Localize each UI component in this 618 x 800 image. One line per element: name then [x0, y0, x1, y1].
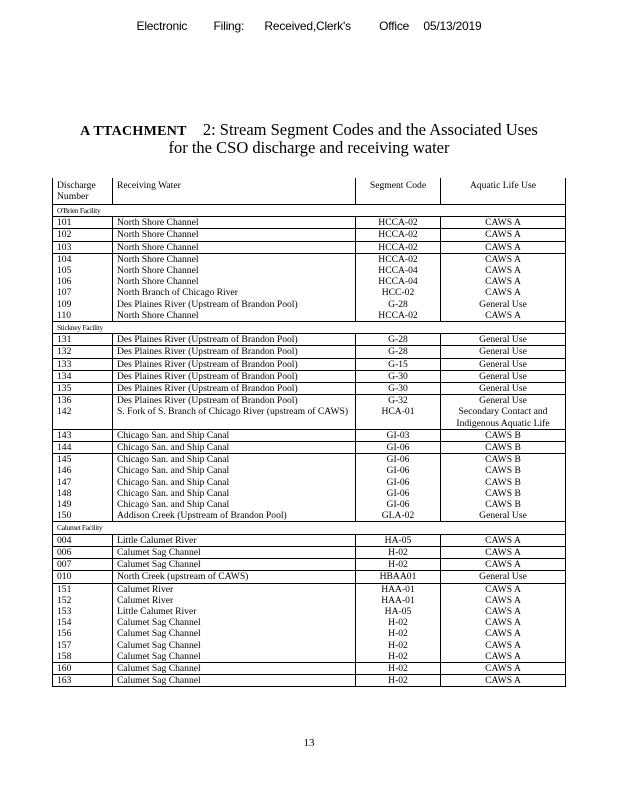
receiving-water-cell: Addison Creek (Upstream of Brandon Pool)	[113, 510, 356, 522]
discharge-number-cell: 148	[53, 488, 113, 499]
aquatic-life-use-cell: CAWS B	[441, 442, 566, 454]
segment-code-cell: G-30	[356, 383, 441, 395]
segment-code-cell: GI-06	[356, 442, 441, 454]
table-row	[53, 534, 566, 546]
receiving-water-cell: Chicago San. and Ship Canal	[113, 429, 356, 441]
discharge-number-cell: 006	[53, 546, 113, 558]
discharge-number-cell: 146	[53, 465, 113, 476]
header-word-filing: Filing:	[213, 19, 245, 33]
discharge-number-cell: 160	[53, 662, 113, 674]
attachment-label: A TTACHMENT	[80, 124, 187, 139]
table-row	[53, 546, 566, 558]
table-row	[53, 606, 566, 617]
segment-code-cell: GI-06	[356, 477, 441, 488]
table-row	[53, 571, 566, 583]
aquatic-life-use-cell: CAWS A	[441, 595, 566, 606]
table-row	[53, 358, 566, 370]
segment-code-cell: HCCA-02	[356, 310, 441, 322]
segment-code-cell: HBAA01	[356, 571, 441, 583]
aquatic-life-use-cell: CAWS A	[441, 253, 566, 265]
table-row	[53, 265, 566, 276]
segment-code-cell: GI-06	[356, 499, 441, 510]
discharge-number-cell: 134	[53, 370, 113, 382]
discharge-number-cell: 105	[53, 265, 113, 276]
receiving-water-cell: Des Plaines River (Upstream of Brandon Pool)	[113, 346, 356, 358]
receiving-water-cell: North Creek (upstream of CAWS)	[113, 571, 356, 583]
aquatic-life-use-cell: CAWS A	[441, 583, 566, 595]
receiving-water-cell: North Branch of Chicago River	[113, 287, 356, 298]
aquatic-life-use-cell: CAWS A	[441, 229, 566, 241]
segment-code-cell: HCCA-04	[356, 265, 441, 276]
segment-code-cell: G-28	[356, 346, 441, 358]
header-word-office: Office	[379, 19, 410, 33]
segment-code-cell: HAA-01	[356, 595, 441, 606]
column-header-segment-code: Segment Code	[356, 178, 441, 205]
receiving-water-cell: North Shore Channel	[113, 253, 356, 265]
table-row	[53, 465, 566, 476]
table-row	[53, 595, 566, 606]
receiving-water-cell: S. Fork of S. Branch of Chicago River (upstream of CAWS)	[113, 406, 356, 429]
table-row	[53, 287, 566, 298]
table-row	[53, 510, 566, 522]
segment-code-cell: HCCA-02	[356, 229, 441, 241]
segment-code-cell: H-02	[356, 640, 441, 651]
receiving-water-cell: Calumet Sag Channel	[113, 675, 356, 687]
segment-code-cell: HCC-02	[356, 287, 441, 298]
segment-code-cell: G-32	[356, 395, 441, 407]
table-row	[53, 617, 566, 628]
aquatic-life-use-cell: CAWS A	[441, 265, 566, 276]
aquatic-life-use-cell: General Use	[441, 334, 566, 346]
table-header-row	[53, 178, 566, 205]
segment-code-cell: HAA-01	[356, 583, 441, 595]
discharge-number-cell: 163	[53, 675, 113, 687]
attachment-title-rest: 2: Stream Segment Codes and the Associated Uses	[202, 120, 538, 139]
header-word-received: Received,Clerk's	[264, 19, 351, 33]
aquatic-life-use-cell: CAWS A	[441, 628, 566, 639]
segment-code-cell: GI-06	[356, 454, 441, 466]
electronic-filing-header	[0, 19, 618, 33]
header-line-1: Discharge	[57, 180, 96, 191]
attachment-title-line1	[0, 120, 618, 140]
table-row	[53, 442, 566, 454]
aquatic-life-use-cell: CAWS B	[441, 465, 566, 476]
table-row	[53, 253, 566, 265]
receiving-water-cell: North Shore Channel	[113, 310, 356, 322]
aquatic-life-use-cell: CAWS B	[441, 488, 566, 499]
stream-segment-table	[52, 178, 566, 687]
header-date: 05/13/2019	[423, 19, 482, 33]
aquatic-life-use-cell: CAWS A	[441, 651, 566, 663]
aquatic-life-use-cell: CAWS A	[441, 617, 566, 628]
receiving-water-cell: Des Plaines River (Upstream of Brandon Pool)	[113, 334, 356, 346]
discharge-number-cell: 010	[53, 571, 113, 583]
discharge-number-cell: 106	[53, 276, 113, 287]
table-row	[53, 370, 566, 382]
segment-code-cell: G-15	[356, 358, 441, 370]
receiving-water-cell: Des Plaines River (Upstream of Brandon Pool)	[113, 370, 356, 382]
segment-code-cell: H-02	[356, 675, 441, 687]
aquatic-life-use-cell: General Use	[441, 510, 566, 522]
table-row	[53, 477, 566, 488]
discharge-number-cell: 135	[53, 383, 113, 395]
aquatic-life-use-cell: CAWS B	[441, 499, 566, 510]
segment-code-cell: H-02	[356, 617, 441, 628]
discharge-number-cell: 143	[53, 429, 113, 441]
aquatic-life-use-cell: CAWS A	[441, 287, 566, 298]
receiving-water-cell: Des Plaines River (Upstream of Brandon Pool)	[113, 395, 356, 407]
facility-name: O'Brien Facility	[53, 205, 566, 217]
receiving-water-cell: Calumet Sag Channel	[113, 559, 356, 571]
aquatic-life-use-cell: CAWS A	[441, 559, 566, 571]
receiving-water-cell: North Shore Channel	[113, 241, 356, 253]
discharge-number-cell: 004	[53, 534, 113, 546]
discharge-number-cell: 133	[53, 358, 113, 370]
page-number: 13	[303, 737, 315, 749]
table-row	[53, 299, 566, 310]
aquatic-life-use-cell: General Use	[441, 358, 566, 370]
discharge-number-cell: 107	[53, 287, 113, 298]
segment-code-cell: G-28	[356, 299, 441, 310]
discharge-number-cell: 131	[53, 334, 113, 346]
segment-code-cell: HA-05	[356, 606, 441, 617]
receiving-water-cell: Chicago San. and Ship Canal	[113, 488, 356, 499]
discharge-number-cell: 156	[53, 628, 113, 639]
discharge-number-cell: 153	[53, 606, 113, 617]
segment-code-cell: H-02	[356, 559, 441, 571]
receiving-water-cell: North Shore Channel	[113, 217, 356, 229]
discharge-number-cell: 132	[53, 346, 113, 358]
discharge-number-cell: 151	[53, 583, 113, 595]
receiving-water-cell: Des Plaines River (Upstream of Brandon Pool)	[113, 299, 356, 310]
discharge-number-cell: 142	[53, 406, 113, 429]
facility-row	[53, 322, 566, 334]
receiving-water-cell: Little Calumet River	[113, 606, 356, 617]
aquatic-life-use-cell: CAWS A	[441, 640, 566, 651]
segment-code-cell: G-30	[356, 370, 441, 382]
aquatic-life-use-cell: CAWS B	[441, 454, 566, 466]
table-row	[53, 454, 566, 466]
discharge-number-cell: 144	[53, 442, 113, 454]
table-row	[53, 346, 566, 358]
table-row	[53, 662, 566, 674]
aquatic-life-use-cell: CAWS A	[441, 662, 566, 674]
aquatic-life-use-cell: General Use	[441, 383, 566, 395]
receiving-water-cell: Calumet Sag Channel	[113, 662, 356, 674]
column-header-aquatic-life-use: Aquatic Life Use	[441, 178, 566, 205]
receiving-water-cell: North Shore Channel	[113, 276, 356, 287]
table-row	[53, 499, 566, 510]
table-row	[53, 406, 566, 429]
receiving-water-cell: North Shore Channel	[113, 229, 356, 241]
segment-code-cell: GI-06	[356, 465, 441, 476]
discharge-number-cell: 110	[53, 310, 113, 322]
table-row	[53, 334, 566, 346]
facility-row	[53, 205, 566, 217]
discharge-number-cell: 104	[53, 253, 113, 265]
aquatic-life-use-cell: CAWS A	[441, 606, 566, 617]
aquatic-life-use-cell: Secondary Contact and Indigenous Aquatic Life	[441, 406, 566, 429]
header-word-electronic: Electronic	[136, 19, 188, 33]
receiving-water-cell: Chicago San. and Ship Canal	[113, 442, 356, 454]
table-row	[53, 395, 566, 407]
column-header-discharge-number	[53, 178, 113, 205]
discharge-number-cell: 007	[53, 559, 113, 571]
header-line-2: Number	[57, 191, 89, 203]
receiving-water-cell: Chicago San. and Ship Canal	[113, 477, 356, 488]
segment-code-cell: HCA-01	[356, 406, 441, 429]
aquatic-life-use-cell: General Use	[441, 299, 566, 310]
aquatic-life-use-cell: CAWS A	[441, 310, 566, 322]
receiving-water-cell: Calumet Sag Channel	[113, 628, 356, 639]
aquatic-life-use-cell: CAWS B	[441, 477, 566, 488]
discharge-number-cell: 158	[53, 651, 113, 663]
receiving-water-cell: Calumet Sag Channel	[113, 546, 356, 558]
discharge-number-cell: 101	[53, 217, 113, 229]
aquatic-life-use-cell: CAWS A	[441, 241, 566, 253]
table-row	[53, 383, 566, 395]
discharge-number-cell: 103	[53, 241, 113, 253]
receiving-water-cell: Little Calumet River	[113, 534, 356, 546]
receiving-water-cell: Chicago San. and Ship Canal	[113, 454, 356, 466]
segment-code-cell: G-28	[356, 334, 441, 346]
segment-code-cell: H-02	[356, 662, 441, 674]
table-body	[53, 205, 566, 687]
segment-code-cell: HCCA-04	[356, 276, 441, 287]
segment-code-cell: HCCA-02	[356, 253, 441, 265]
table-row	[53, 583, 566, 595]
discharge-number-cell: 157	[53, 640, 113, 651]
discharge-number-cell: 149	[53, 499, 113, 510]
aquatic-life-use-cell: General Use	[441, 571, 566, 583]
table-row	[53, 241, 566, 253]
segment-code-cell: H-02	[356, 546, 441, 558]
receiving-water-cell: North Shore Channel	[113, 265, 356, 276]
receiving-water-cell: Des Plaines River (Upstream of Brandon Pool)	[113, 358, 356, 370]
receiving-water-cell: Calumet River	[113, 595, 356, 606]
segment-code-cell: HA-05	[356, 534, 441, 546]
table-row	[53, 651, 566, 663]
table-row	[53, 488, 566, 499]
aquatic-life-use-cell: CAWS A	[441, 534, 566, 546]
receiving-water-cell: Chicago San. and Ship Canal	[113, 499, 356, 510]
discharge-number-cell: 154	[53, 617, 113, 628]
segment-code-cell: GI-06	[356, 488, 441, 499]
facility-name: Stickney Facility	[53, 322, 566, 334]
table-row	[53, 229, 566, 241]
receiving-water-cell: Calumet Sag Channel	[113, 640, 356, 651]
receiving-water-cell: Calumet Sag Channel	[113, 651, 356, 663]
discharge-number-cell: 109	[53, 299, 113, 310]
aquatic-life-use-cell: CAWS A	[441, 217, 566, 229]
facility-row	[53, 522, 566, 534]
table-row	[53, 310, 566, 322]
aquatic-life-use-cell: CAWS B	[441, 429, 566, 441]
discharge-number-cell: 147	[53, 477, 113, 488]
segment-code-cell: H-02	[356, 651, 441, 663]
discharge-number-cell: 145	[53, 454, 113, 466]
table-row	[53, 429, 566, 441]
table-row	[53, 628, 566, 639]
receiving-water-cell: Calumet River	[113, 583, 356, 595]
receiving-water-cell: Des Plaines River (Upstream of Brandon Pool)	[113, 383, 356, 395]
segment-code-cell: GLA-02	[356, 510, 441, 522]
segment-code-cell: HCCA-02	[356, 241, 441, 253]
column-header-receiving-water: Receiving Water	[113, 178, 356, 205]
table-row	[53, 640, 566, 651]
table-row	[53, 276, 566, 287]
aquatic-life-use-cell: General Use	[441, 395, 566, 407]
aquatic-life-use-cell: General Use	[441, 370, 566, 382]
segment-code-cell: H-02	[356, 628, 441, 639]
aquatic-life-use-cell: CAWS A	[441, 675, 566, 687]
discharge-number-cell: 152	[53, 595, 113, 606]
receiving-water-cell: Chicago San. and Ship Canal	[113, 465, 356, 476]
table-row	[53, 217, 566, 229]
discharge-number-cell: 136	[53, 395, 113, 407]
segment-code-cell: GI-03	[356, 429, 441, 441]
aquatic-life-use-cell: CAWS A	[441, 276, 566, 287]
attachment-title-line2: for the CSO discharge and receiving water	[168, 138, 450, 157]
table-row	[53, 559, 566, 571]
table-row	[53, 675, 566, 687]
receiving-water-cell: Calumet Sag Channel	[113, 617, 356, 628]
aquatic-life-use-cell: CAWS A	[441, 546, 566, 558]
discharge-number-cell: 102	[53, 229, 113, 241]
discharge-number-cell: 150	[53, 510, 113, 522]
facility-name: Calumet Facility	[53, 522, 566, 534]
segment-code-cell: HCCA-02	[356, 217, 441, 229]
aquatic-life-use-cell: General Use	[441, 346, 566, 358]
